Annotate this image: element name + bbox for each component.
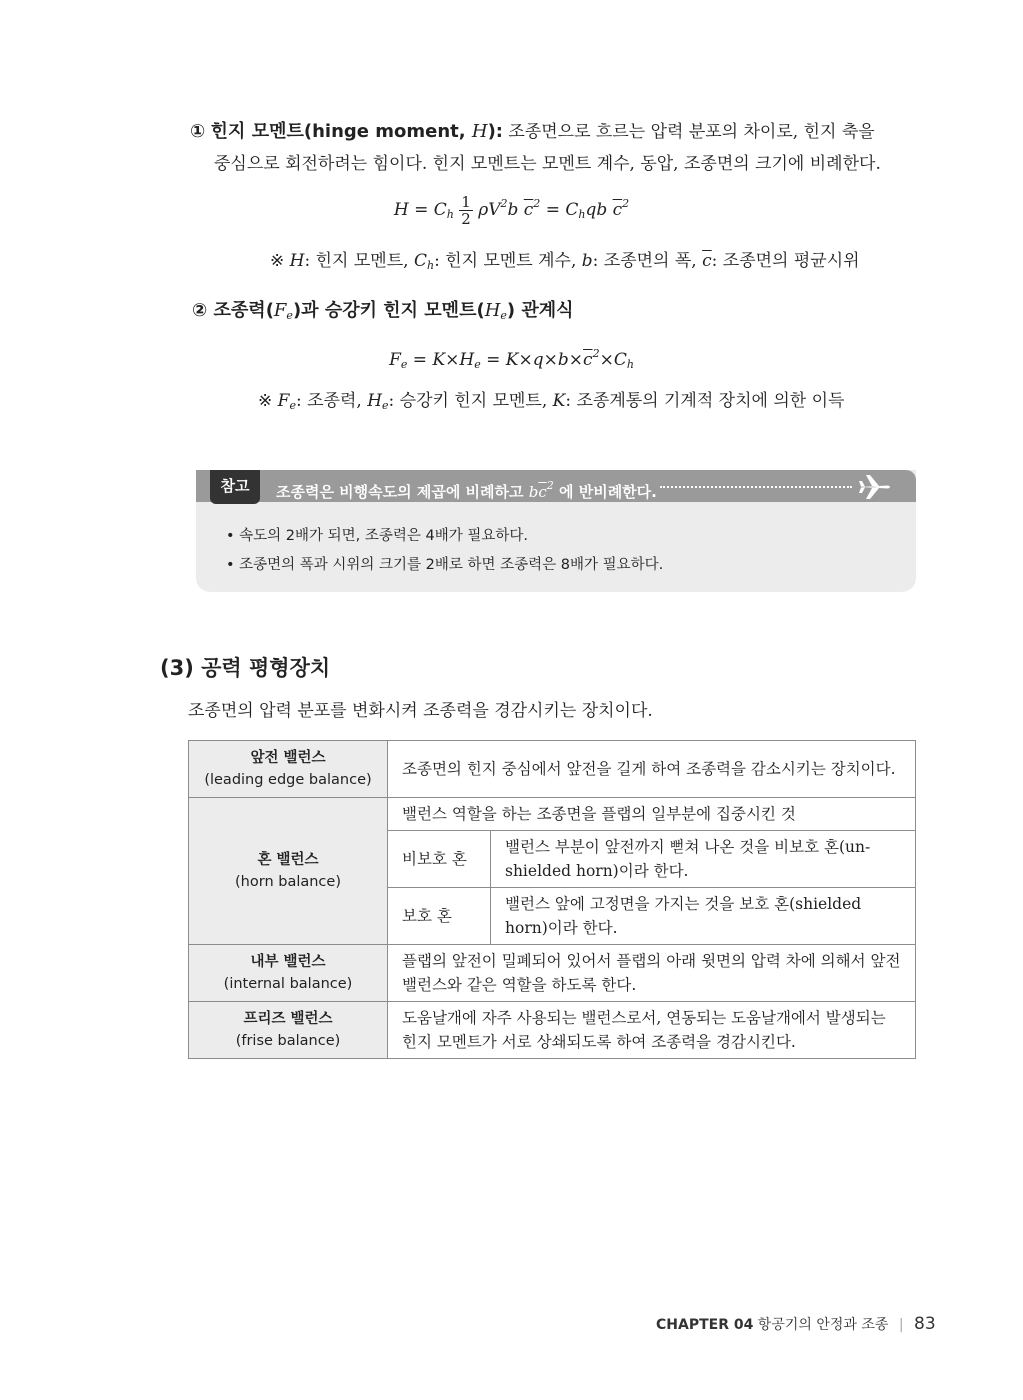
table-sub-label-cell: 비보호 혼 bbox=[388, 831, 491, 888]
symbol-c: $\overline{c}$ bbox=[538, 483, 547, 501]
reference-bullet: • 속도의 2배가 되면, 조종력은 4배가 필요하다. bbox=[226, 528, 528, 544]
table-desc-cell: 도움날개에 자주 사용되는 밸런스로서, 연동되는 도움날개에서 발생되는 힌지 모멘트가 서로 상쇄되도록 하여 조종력을 경감시킨다. bbox=[388, 1002, 916, 1059]
formula-subscript: h bbox=[578, 208, 586, 221]
item2-symbol: H bbox=[484, 300, 501, 321]
symbol-sup: 2 bbox=[546, 479, 554, 492]
formula-superscript: 2 bbox=[500, 197, 508, 210]
reference-title bbox=[276, 470, 657, 502]
label-en: (horn balance) bbox=[235, 874, 341, 890]
formula-equals: = bbox=[412, 350, 428, 370]
formula-times: × bbox=[445, 350, 460, 370]
formula-equals: = bbox=[486, 350, 501, 370]
formula-symbol: $\overline{c}$ bbox=[523, 200, 534, 220]
note-mark: ※ bbox=[270, 251, 285, 271]
reference-dotted-line bbox=[660, 486, 852, 488]
note-symbol: $\overline{c}$ bbox=[702, 251, 712, 271]
reference-title-symbol bbox=[528, 479, 554, 501]
item2-title: ) 관계식 bbox=[506, 300, 574, 321]
item2-symbol: F bbox=[273, 300, 287, 321]
table-desc-cell: 밸런스 부분이 앞전까지 뻗쳐 나온 것을 비보호 혼(un-shielded horn)이라 한다. bbox=[491, 831, 916, 888]
page-footer bbox=[656, 1314, 936, 1334]
formula-subscript: e bbox=[474, 358, 481, 371]
fraction-numerator: 1 bbox=[461, 193, 471, 211]
table-desc-cell: 플랩의 앞전이 밀폐되어 있어서 플랩의 아래 윗면의 압력 차에 의해서 앞전 밸런스와 같은 역할을 하도록 한다. bbox=[388, 945, 916, 1002]
note-subscript: h bbox=[426, 259, 435, 272]
note-desc: : 조종계통의 기계적 장치에 의한 이득 bbox=[565, 391, 845, 411]
item2-title: 조종력( bbox=[213, 300, 274, 321]
table-label-cell bbox=[189, 741, 388, 798]
label-en: (internal balance) bbox=[223, 976, 353, 992]
footer-separator: | bbox=[898, 1317, 904, 1333]
formula-symbol: qb bbox=[585, 200, 608, 220]
airplane-icon bbox=[858, 473, 892, 501]
control-force-relation-item bbox=[192, 296, 574, 322]
reference-bullet: • 조종면의 폭과 시위의 크기를 2배로 하면 조종력은 8배가 필요하다. bbox=[226, 557, 664, 573]
fraction-denominator: 2 bbox=[461, 210, 471, 228]
balance-table bbox=[188, 740, 916, 1059]
formula-symbol: F bbox=[389, 350, 401, 370]
formula-symbol: K bbox=[432, 350, 446, 370]
table-row bbox=[189, 741, 916, 798]
hinge-moment-item bbox=[190, 116, 918, 180]
label-ko: 혼 밸런스 bbox=[257, 852, 319, 868]
table-row bbox=[189, 798, 916, 831]
formula-symbol: b bbox=[507, 200, 519, 220]
note-symbol: b bbox=[581, 251, 593, 271]
note-subscript: e bbox=[382, 399, 389, 412]
formula-superscript: 2 bbox=[622, 197, 630, 210]
formula-symbol: C bbox=[565, 200, 579, 220]
formula-symbol: C bbox=[433, 200, 447, 220]
note-mark: ※ bbox=[258, 391, 273, 411]
note-symbol: F bbox=[277, 391, 290, 411]
formula-symbol: ρ bbox=[478, 200, 489, 220]
formula-symbol: H bbox=[459, 350, 475, 370]
formula-subscript: e bbox=[400, 358, 408, 371]
formula-times: × bbox=[568, 350, 584, 370]
formula-symbol: $\overline{c}$ bbox=[583, 350, 593, 370]
formula-superscript: 2 bbox=[533, 197, 541, 210]
table-sub-label-cell: 보호 혼 bbox=[388, 888, 491, 945]
item2-subscript: e bbox=[500, 309, 507, 322]
table-label-cell bbox=[189, 1002, 388, 1059]
label-en: (leading edge balance) bbox=[204, 772, 372, 788]
note-symbol: K bbox=[552, 391, 566, 411]
note-symbol: H bbox=[289, 251, 305, 271]
section-description: 조종면의 압력 분포를 변화시켜 조종력을 경감시키는 장치이다. bbox=[188, 701, 653, 721]
formula-symbol: V bbox=[488, 200, 501, 220]
label-en: (frise balance) bbox=[235, 1033, 341, 1049]
note-desc: : 힌지 모멘트, bbox=[304, 251, 409, 271]
item2-title: )과 승강키 힌지 모멘트( bbox=[292, 300, 485, 321]
footer-chapter: CHAPTER 04 bbox=[656, 1317, 754, 1333]
section-title: (3) 공력 평형장치 bbox=[160, 656, 331, 680]
item1-title-end: ): bbox=[487, 121, 503, 142]
table-desc-cell: 밸런스 역할을 하는 조종면을 플랩의 일부분에 집중시킨 것 bbox=[388, 798, 916, 831]
formula-times: × bbox=[599, 350, 614, 370]
item2-subscript: e bbox=[286, 309, 293, 322]
footer-title: 항공기의 안정과 조종 bbox=[757, 1317, 889, 1333]
item1-title: 힌지 모멘트(hinge moment, bbox=[210, 121, 472, 142]
label-ko: 내부 밸런스 bbox=[250, 954, 326, 970]
formula-symbol: $\overline{c}$ bbox=[612, 200, 623, 220]
reference-title-text: 에 반비례한다. bbox=[559, 483, 657, 501]
item1-text-line2: 중심으로 회전하려는 힘이다. 힌지 모멘트는 모멘트 계수, 동압, 조종면의 크기에 비례한다. bbox=[214, 154, 881, 174]
item1-text-line1: 조종면으로 흐르는 압력 분포의 차이로, 힌지 축을 bbox=[508, 122, 875, 142]
table-label-cell bbox=[189, 798, 388, 945]
note-subscript: e bbox=[289, 399, 296, 412]
formula-times: × bbox=[518, 350, 533, 370]
formula-superscript: 2 bbox=[592, 347, 600, 360]
symbol-b: b bbox=[528, 483, 539, 501]
table-row bbox=[189, 1002, 916, 1059]
item2-marker: ② bbox=[192, 300, 208, 321]
label-ko: 앞전 밸런스 bbox=[250, 750, 326, 766]
table-desc-cell: 밸런스 앞에 고정면을 가지는 것을 보호 혼(shielded horn)이라 한다. bbox=[491, 888, 916, 945]
table-desc-cell: 조종면의 힌지 중심에서 앞전을 길게 하여 조종력을 감소시키는 장치이다. bbox=[388, 741, 916, 798]
label-ko: 프리즈 밸런스 bbox=[243, 1011, 333, 1027]
note-desc: : 조종력, bbox=[295, 391, 362, 411]
control-force-formula bbox=[0, 338, 1023, 370]
formula-times: × bbox=[543, 350, 558, 370]
formula-equals: = bbox=[545, 200, 560, 220]
note-desc: : 조종면의 평균시위 bbox=[711, 251, 860, 271]
hinge-moment-note bbox=[270, 246, 860, 272]
formula-subscript: h bbox=[626, 358, 634, 371]
formula-subscript: h bbox=[446, 208, 454, 221]
formula-symbol: q bbox=[532, 350, 544, 370]
reference-title-text: 조종력은 비행속도의 제곱에 비례하고 bbox=[276, 483, 524, 501]
formula-symbol: K bbox=[505, 350, 519, 370]
note-desc: : 힌지 모멘트 계수, bbox=[434, 251, 577, 271]
page-number: 83 bbox=[914, 1314, 936, 1334]
formula-symbol: b bbox=[557, 350, 569, 370]
hinge-moment-formula bbox=[0, 186, 1023, 228]
note-desc: : 승강키 힌지 모멘트, bbox=[388, 391, 548, 411]
formula-fraction bbox=[459, 194, 473, 227]
item1-title-symbol: H bbox=[471, 121, 488, 142]
note-symbol: H bbox=[367, 391, 383, 411]
note-desc: : 조종면의 폭, bbox=[592, 251, 697, 271]
item1-marker: ① bbox=[190, 121, 206, 142]
note-symbol: C bbox=[413, 251, 427, 271]
control-force-note bbox=[258, 386, 844, 412]
table-label-cell bbox=[189, 945, 388, 1002]
formula-symbol: C bbox=[613, 350, 627, 370]
formula-symbol: H bbox=[393, 200, 409, 220]
formula-equals: = bbox=[414, 200, 429, 220]
reference-tag: 참고 bbox=[210, 470, 260, 504]
table-row bbox=[189, 945, 916, 1002]
